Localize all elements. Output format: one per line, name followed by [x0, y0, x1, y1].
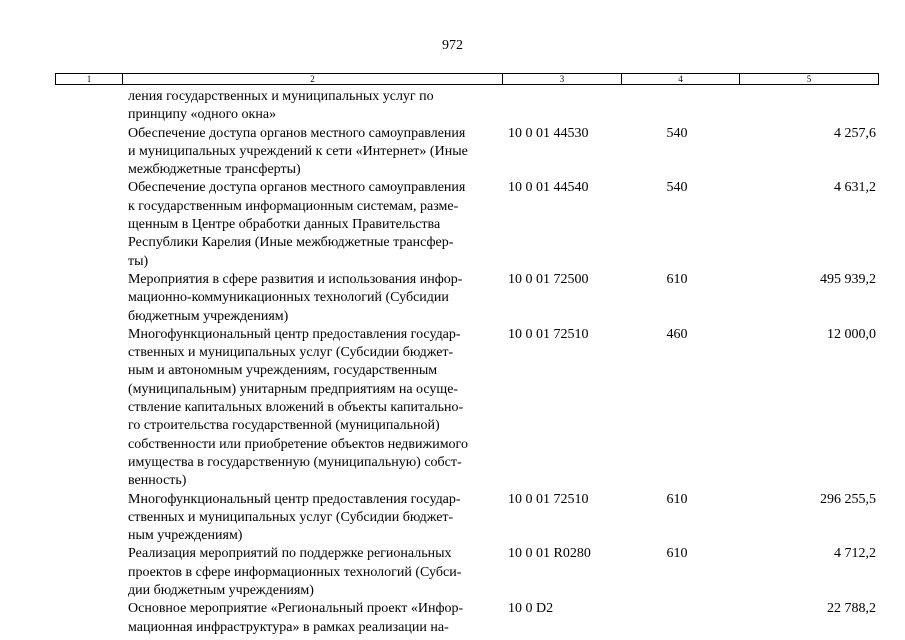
row-amount: 296 255,5: [820, 491, 876, 507]
row-amount: 4 712,2: [834, 546, 876, 562]
row-amount: 4 257,6: [834, 125, 876, 141]
row-description: Многофункциональный центр предоставления государ- ственных и муниципальных услуг (Субсидии бюджет- ным учреждениям): [128, 491, 461, 544]
row-target-code: 10 0 01 44530: [508, 125, 589, 141]
column-header-4: 4: [622, 74, 740, 84]
page-number: 972: [442, 38, 463, 53]
row-expense-type: 540: [666, 125, 688, 141]
row-target-code: 10 0 01 72510: [508, 326, 589, 342]
row-description: Обеспечение доступа органов местного самоуправления и муниципальных учреждений к сети «Интернет» (Иные межбюджетные трансферты): [128, 125, 468, 178]
row-description: Основное мероприятие «Региональный проект «Инфор- мационная инфраструктура» в рамках реализации на-: [128, 601, 464, 635]
row-expense-type: 540: [666, 180, 688, 196]
row-expense-type: 610: [666, 271, 688, 287]
row-expense-type: 610: [666, 491, 688, 507]
row-description: Обеспечение доступа органов местного самоуправления к государственным информационным системам, разме- щенным в Центре обработки данных Правительства Республики Карелия (Иные межбюджетные трансфер- ты): [128, 180, 466, 269]
table-row: [0, 125, 905, 180]
row-expense-type: 460: [666, 326, 688, 342]
column-header-row: [55, 73, 879, 85]
budget-table-body: [0, 88, 905, 637]
row-amount: 4 631,2: [834, 180, 876, 196]
table-row: [0, 491, 905, 546]
row-description: Мероприятия в сфере развития и использования инфор- мационно-коммуникационных технологий (Субсидии бюджетным учреждениям): [128, 271, 463, 324]
column-header-5: 5: [806, 74, 812, 84]
row-target-code: 10 0 01 72500: [508, 271, 589, 287]
row-description: ления государственных и муниципальных услуг по принципу «одного окна»: [128, 89, 434, 123]
row-amount: 22 788,2: [827, 601, 876, 617]
row-description: Многофункциональный центр предоставления государ- ственных и муниципальных услуг (Субсидии бюджет- ным и автономным учреждениям, государственным (муниципальным) унитарным предприятиям на осуще- ствление капитальных вложений в объекты капитально- го строительства государственной (муниципальной) собственности или приобретение объектов недвижимого имущества в государственную (муниципальную) собст- венность): [128, 326, 468, 489]
table-row: [0, 545, 905, 600]
column-header-3: 3: [503, 74, 622, 84]
table-row: [0, 271, 905, 326]
row-expense-type: 610: [666, 546, 688, 562]
table-row: [0, 179, 905, 270]
row-amount: 495 939,2: [820, 271, 876, 287]
table-row: [0, 600, 905, 637]
row-description: Реализация мероприятий по поддержке региональных проектов в сфере информационных технологий (Субси- дии бюджетным учреждениям): [128, 546, 462, 599]
table-row: [0, 88, 905, 125]
column-header-2: 2: [123, 74, 503, 84]
column-header-1: 1: [56, 74, 123, 84]
row-target-code: 10 0 01 44540: [508, 180, 589, 196]
row-target-code: 10 0 01 R0280: [508, 546, 591, 562]
row-target-code: 10 0 01 72510: [508, 491, 589, 507]
row-amount: 12 000,0: [827, 326, 876, 342]
row-target-code: 10 0 D2: [508, 601, 554, 617]
table-row: [0, 326, 905, 491]
